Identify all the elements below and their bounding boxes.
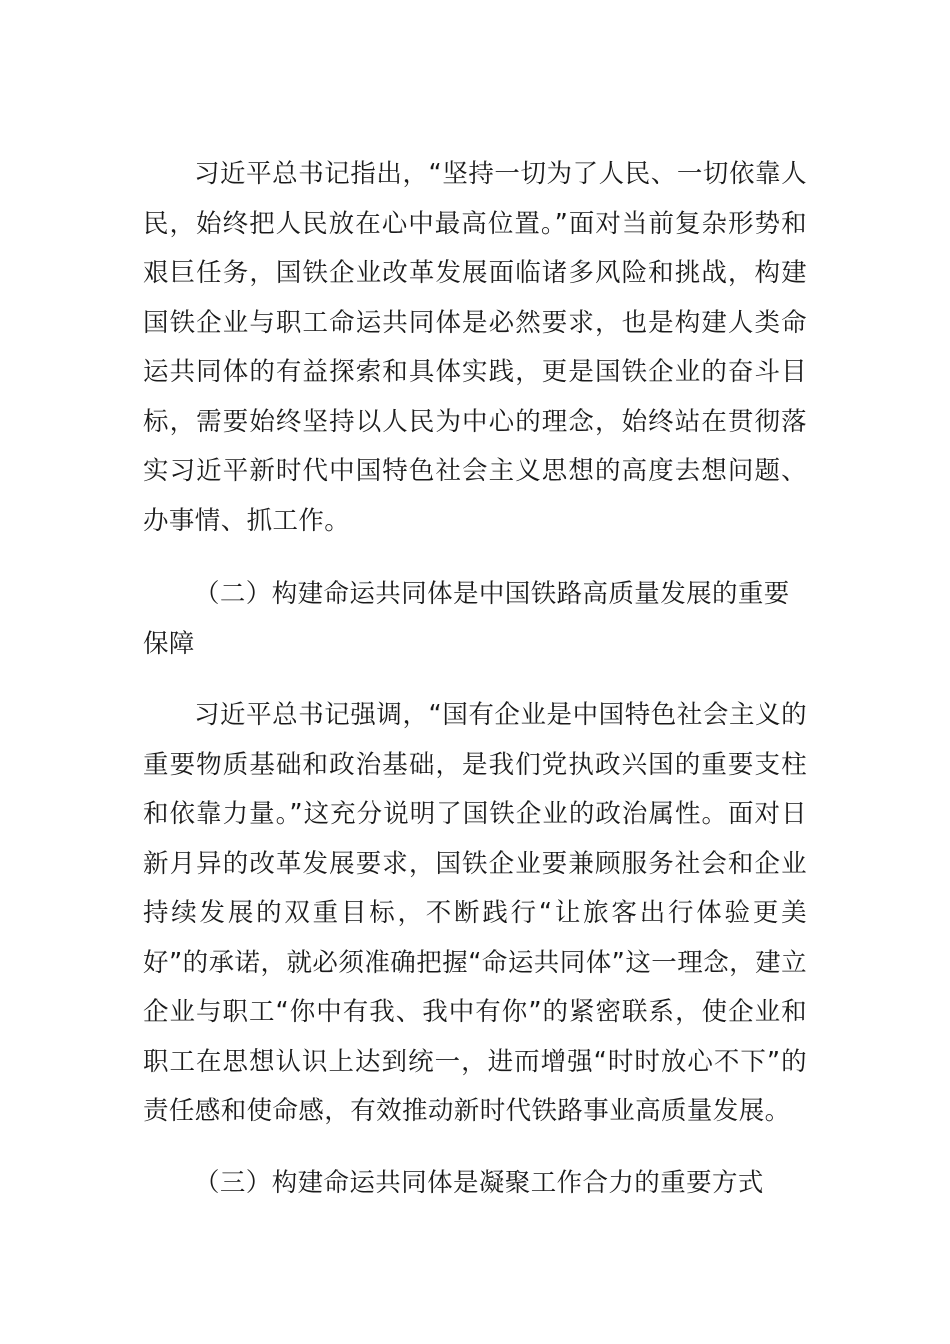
section-heading: （二）构建命运共同体是中国铁路高质量发展的重要保障 <box>143 579 790 659</box>
body-paragraph: 习近平总书记强调，“国有企业是中国特色社会主义的重要物质基础和政治基础，是我们党执政兴国的重要支柱和依靠力量。”这充分说明了国铁企业的政治属性。面对日新月异的改革发展要求，国铁企业要兼顾服务社会和企业持续发展的双重目标，不断践行“让旅客出行体验更美好”的承诺，就必须准确把握“命运共同体”这一理念，建立企业与职工“你中有我、我中有你”的紧密联系，使企业和职工在思想认识上达到统一，进而增强“时时放心不下”的责任感和使命感，有效推动新时代铁路事业高质量发展。 <box>143 700 807 1126</box>
body-paragraph: 习近平总书记指出，“坚持一切为了人民、一切依靠人民，始终把人民放在心中最高位置。”面对当前复杂形势和艰巨任务，国铁企业改革发展面临诸多风险和挑战，构建国铁企业与职工命运共同体是必然要求，也是构建人类命运共同体的有益探索和具体实践，更是国铁企业的奋斗目标，需要始终坚持以人民为中心的理念，始终站在贯彻落实习近平新时代中国特色社会主义思想的高度去想问题、办事情、抓工作。 <box>143 159 807 536</box>
document-body <box>143 150 807 1208</box>
section-heading: （三）构建命运共同体是凝聚工作合力的重要方式 <box>194 1167 764 1198</box>
